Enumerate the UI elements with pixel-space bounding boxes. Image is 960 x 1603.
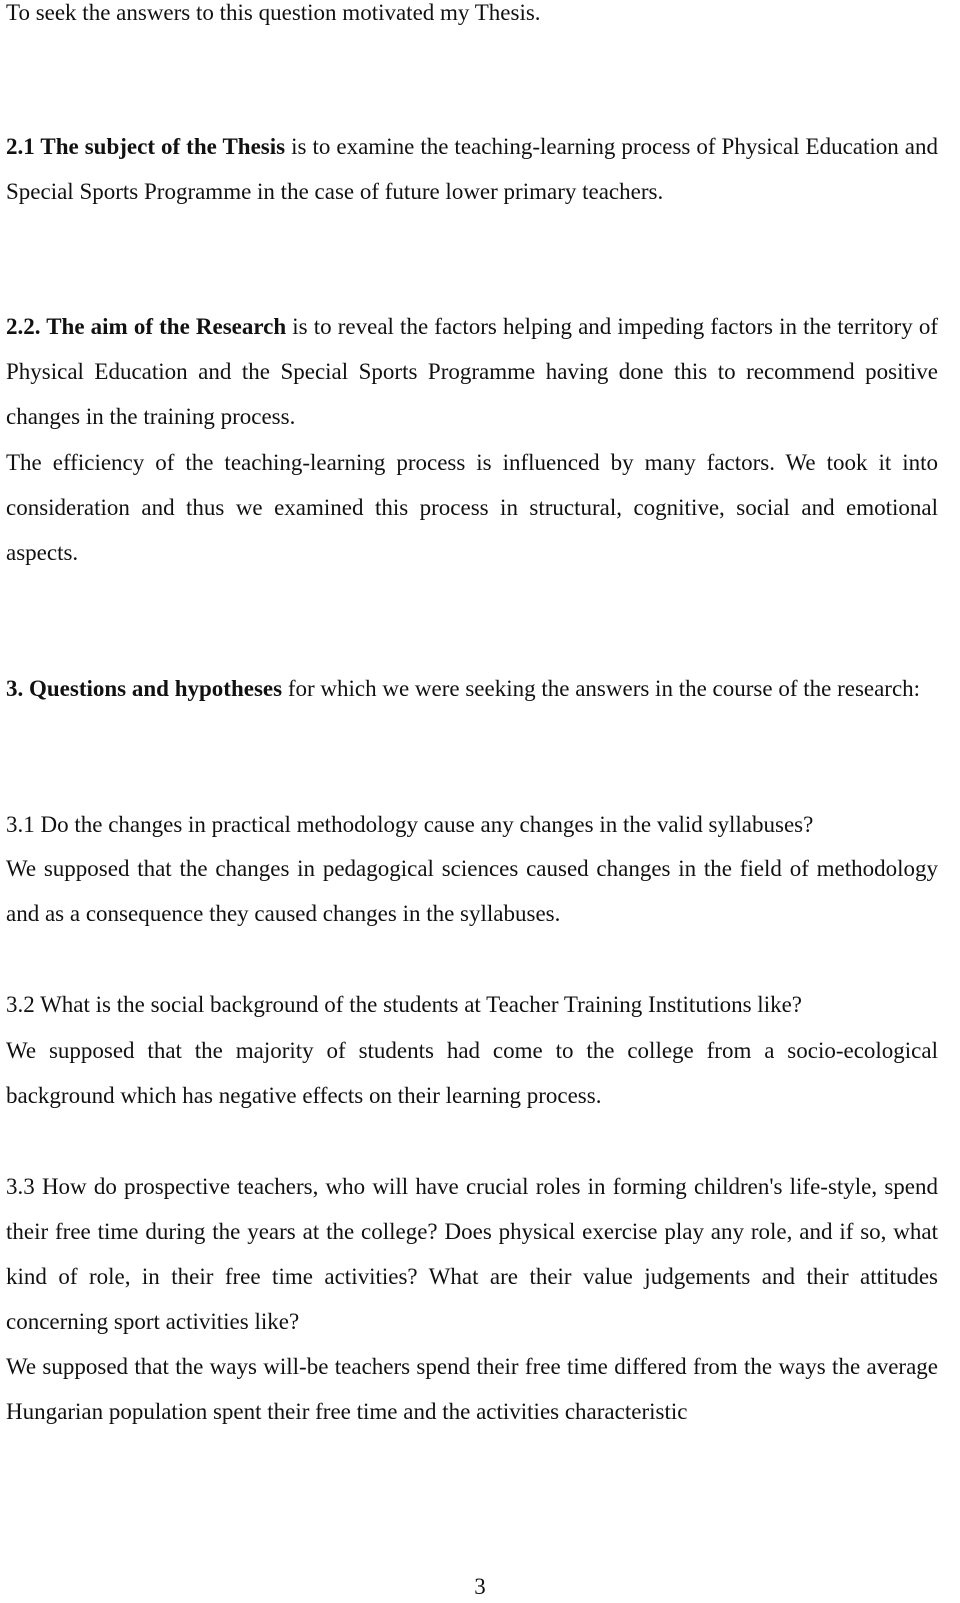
section-3-text: for which we were seeking the answers in the course of the research:: [282, 676, 921, 701]
question-3-2: 3.2 What is the social background of the students at Teacher Training Institutions like?: [6, 992, 803, 1017]
question-3-1: 3.1 Do the changes in practical methodology cause any changes in the valid syllabuses?: [6, 812, 814, 837]
question-3-3: 3.3 How do prospective teachers, who will have crucial roles in forming children's life-style, spend their free time during the years at the college? Does physical exercise play any role, and if so, what kind of role, in their free time activities? What are their value judgements and their attitudes concerning sport activities like?: [6, 1174, 938, 1334]
section-2-1-text: is to examine the teaching-learning process of Physical Education and Special Sports Programme in the case of future lower primary teachers.: [6, 134, 938, 204]
intro-sentence: To seek the answers to this question motivated my Thesis.: [6, 0, 541, 25]
section-2-1-paragraph: [6, 124, 938, 214]
section-2-2-efficiency-paragraph: The efficiency of the teaching-learning process is influenced by many factors. We took it into consideration and thus we examined this process in structural, cognitive, social and emotional aspects.: [6, 450, 938, 565]
section-3-paragraph: [6, 666, 938, 711]
section-2-2-heading: 2.2. The aim of the Research: [6, 314, 287, 339]
section-2-1-heading: 2.1 The subject of the Thesis: [6, 134, 286, 159]
hypothesis-3-1: We supposed that the changes in pedagogical sciences caused changes in the field of methodology and as a consequence they caused changes in the syllabuses.: [6, 856, 938, 926]
hypothesis-3-3: We supposed that the ways will-be teachers spend their free time differed from the ways the average Hungarian population spent their free time and the activities characteristic: [6, 1354, 938, 1424]
hypothesis-3-2: We supposed that the majority of students had come to the college from a socio-ecological background which has negative effects on their learning process.: [6, 1038, 938, 1108]
section-3-heading: 3. Questions and hypotheses: [6, 676, 283, 701]
page-number: 3: [474, 1574, 486, 1599]
section-2-2-paragraph: [6, 304, 938, 439]
section-2-2-text: is to reveal the factors helping and impeding factors in the territory of Physical Education and the Special Sports Programme having done this to recommend positive changes in the training process.: [6, 314, 938, 429]
